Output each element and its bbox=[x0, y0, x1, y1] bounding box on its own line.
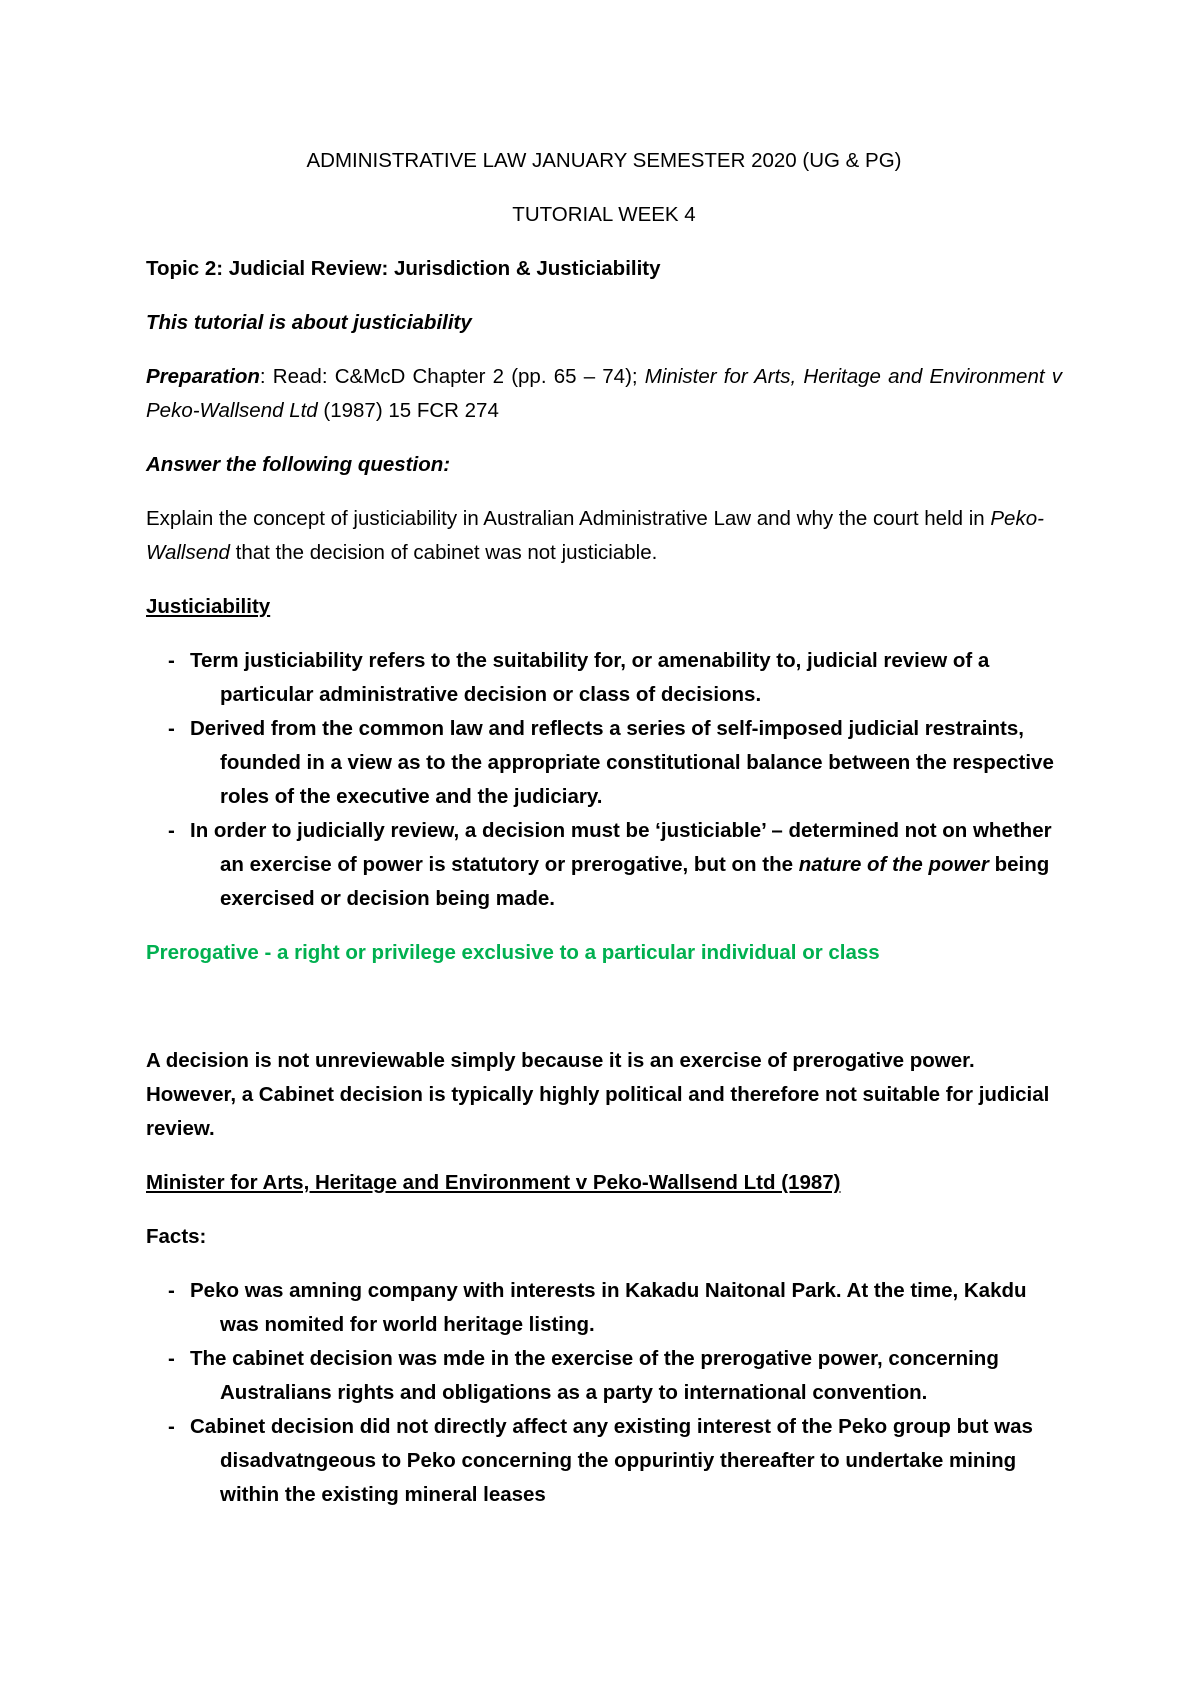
dash-bullet: - bbox=[168, 1415, 175, 1438]
question-paragraph bbox=[146, 502, 1062, 570]
topic-heading: Topic 2: Judicial Review: Jurisdiction & Justiciability bbox=[146, 257, 661, 280]
facts-heading: Facts: bbox=[146, 1225, 207, 1248]
question-part2: that the decision of cabinet was not justiciable. bbox=[229, 541, 658, 564]
list-item bbox=[146, 644, 1062, 712]
list-item bbox=[146, 1342, 1062, 1410]
list-item-text: Term justiciability refers to the suitability for, or amenability to, judicial review of a particular administrative decision or class of decisions. bbox=[190, 649, 990, 706]
preparation-read: Read: C&McD Chapter 2 (pp. 65 – 74); bbox=[265, 365, 645, 388]
document-title: ADMINISTRATIVE LAW JANUARY SEMESTER 2020 (UG & PG) bbox=[306, 149, 902, 172]
dash-bullet: - bbox=[168, 819, 175, 842]
facts-list bbox=[146, 1274, 1062, 1512]
preparation-label: Preparation bbox=[146, 365, 260, 388]
tutorial-about: This tutorial is about justiciability bbox=[146, 311, 472, 334]
dash-bullet: - bbox=[168, 1279, 175, 1302]
list-item bbox=[146, 1274, 1062, 1342]
list-item-text: being exercised or decision being made. bbox=[220, 853, 1050, 910]
dash-bullet: - bbox=[168, 1347, 175, 1370]
list-item-text: Derived from the common law and reflects a series of self-imposed judicial restraints, founded in a view as to the appropriate constitutional balance between the respective roles of the executive and the judiciary. bbox=[190, 717, 1054, 808]
question-case: Peko-Wallsend bbox=[146, 507, 1044, 564]
list-item-text: In order to judicially review, a decision must be ‘justiciable’ – determined not on whether an exercise of power is statutory or prerogative, but on the bbox=[190, 819, 1052, 876]
list-item bbox=[146, 814, 1062, 916]
document-page bbox=[146, 144, 1062, 1512]
justiciability-heading: Justiciability bbox=[146, 595, 271, 618]
question-heading: Answer the following question: bbox=[146, 453, 451, 476]
question-part1: Explain the concept of justiciability in Australian Administrative Law and why the court held in bbox=[146, 507, 991, 530]
list-item-emphasis: nature of the power bbox=[798, 853, 989, 876]
dash-bullet: - bbox=[168, 717, 175, 740]
document-subtitle: TUTORIAL WEEK 4 bbox=[512, 203, 696, 226]
list-item bbox=[146, 712, 1062, 814]
preparation-citation: (1987) 15 FCR 274 bbox=[317, 399, 499, 422]
preparation-colon: : bbox=[259, 365, 266, 388]
case-heading: Minister for Arts, Heritage and Environment v Peko-Wallsend Ltd (1987) bbox=[146, 1171, 841, 1194]
list-item-text: Peko was amning company with interests in Kakadu Naitonal Park. At the time, Kakdu was nomited for world heritage listing. bbox=[190, 1279, 1027, 1336]
preparation-paragraph bbox=[146, 360, 1062, 428]
preparation-case: Minister for Arts, Heritage and Environment v Peko-Wallsend Ltd bbox=[146, 365, 1062, 422]
list-item-text: Cabinet decision did not directly affect any existing interest of the Peko group but was disadvatngeous to Peko concerning the oppurintiy thereafter to undertake mining within the existing mineral leases bbox=[190, 1415, 1033, 1506]
justiciability-list bbox=[146, 644, 1062, 916]
dash-bullet: - bbox=[168, 649, 175, 672]
list-item bbox=[146, 1410, 1062, 1512]
prerogative-definition: Prerogative - a right or privilege exclusive to a particular individual or class bbox=[146, 941, 880, 964]
list-item-text: The cabinet decision was mde in the exercise of the prerogative power, concerning Australians rights and obligations as a party to international convention. bbox=[190, 1347, 999, 1404]
prerogative-paragraph: A decision is not unreviewable simply because it is an exercise of prerogative power. However, a Cabinet decision is typically highly political and therefore not suitable for judicial review. bbox=[146, 1049, 1050, 1140]
